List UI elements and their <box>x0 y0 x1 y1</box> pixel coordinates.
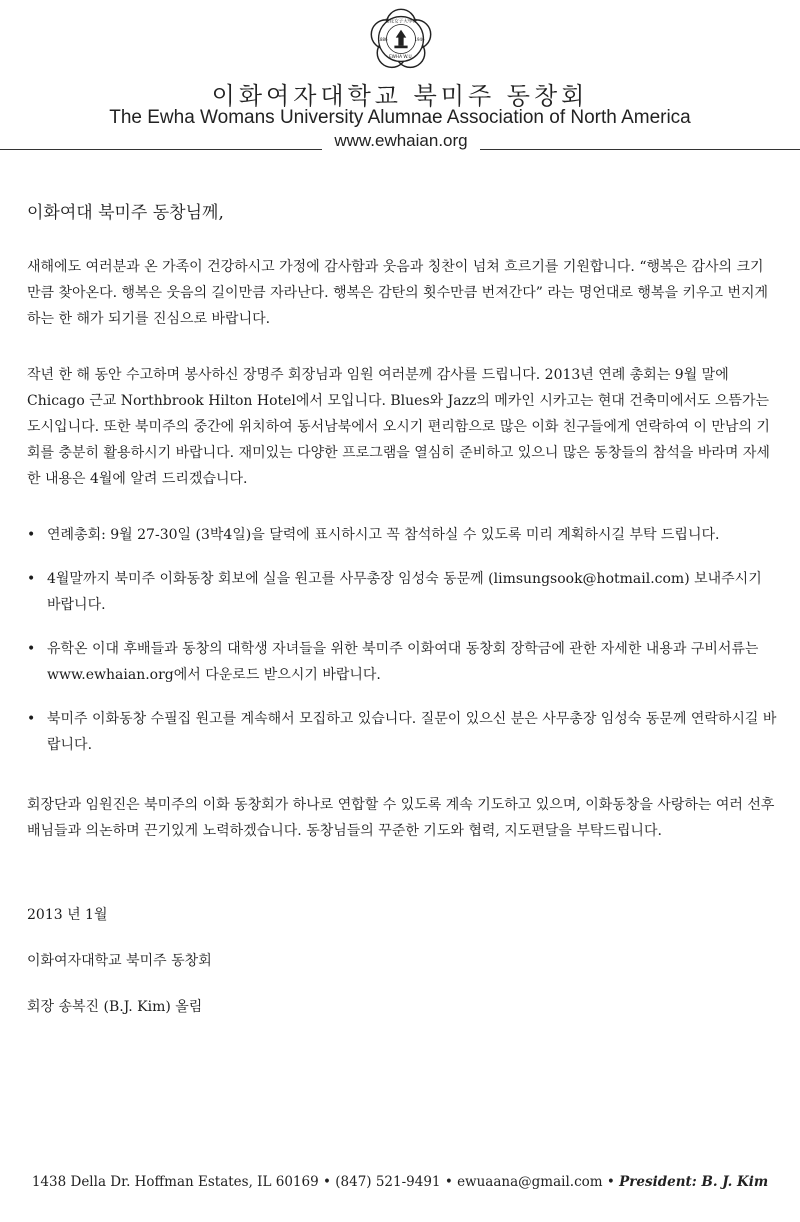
footer-contact-line <box>0 1174 800 1190</box>
seal-text-top: 梨花女子大學校 <box>384 19 418 25</box>
footer-contact: 1438 Della Dr. Hoffman Estates, IL 60169 • (847) 521-9491 • ewuaana@gmail.com • <box>31 1174 615 1190</box>
org-name-korean: 이화여자대학교 북미주 동창회 <box>211 82 589 110</box>
seal-text-bottom: EWHA W.U. <box>388 55 414 61</box>
website-row <box>0 130 800 154</box>
bullet-icon: • <box>27 711 36 727</box>
seal-text-left: 1886 <box>377 36 388 42</box>
list-item <box>27 522 777 548</box>
signature-org: 이화여자대학교 북미주 동창회 <box>27 953 212 969</box>
list-item <box>27 636 777 688</box>
list-item-text: 연례총회: 9월 27-30일 (3박4일)을 달력에 표시하시고 꼭 참석하실 수 있도록 미리 계획하시길 부탁 드립니다. <box>47 527 720 543</box>
letter-body <box>27 200 777 1040</box>
list-item-text: 북미주 이화동창 수필집 원고를 계속해서 모집하고 있습니다. 질문이 있으신 분은 사무총장 임성숙 동문께 연락하시길 바랍니다. <box>47 711 777 753</box>
bullet-icon: • <box>27 571 36 587</box>
list-item-text: 4월말까지 북미주 이화동창 회보에 실을 원고를 사무총장 임성숙 동문께 (limsungsook@hotmail.com) 보내주시기 바랍니다. <box>47 571 762 613</box>
university-seal-logo <box>368 6 434 72</box>
header-rule-right <box>480 149 800 150</box>
announcement-list <box>27 522 777 758</box>
list-item <box>27 566 777 618</box>
signature-name: 회장 송복진 (B.J. Kim) 올림 <box>27 999 203 1015</box>
list-item <box>27 706 777 758</box>
header-rule-left <box>0 149 322 150</box>
bullet-icon: • <box>27 641 36 657</box>
letter-greeting: 이화여대 북미주 동창님께, <box>27 203 224 223</box>
org-name-english: The Ewha Womans University Alumnae Association of North America <box>109 107 691 128</box>
bullet-icon: • <box>27 527 36 543</box>
footer-president: President: B. J. Kim <box>619 1174 769 1190</box>
letter-date: 2013 년 1월 <box>27 907 108 923</box>
list-item-text: 유학온 이대 후배들과 동창의 대학생 자녀들을 위한 북미주 이화여대 동창회 장학금에 관한 자세한 내용과 구비서류는 www.ewhaian.org에서 다운로드 받으시기 바랍니다. <box>47 641 759 683</box>
closing-paragraph: 회장단과 임원진은 북미주의 이화 동창회가 하나로 연합할 수 있도록 계속 기도하고 있으며, 이화동창을 사랑하는 여러 선후배님들과 의논하며 끈기있게 노력하겠습니다. 동창님들의 꾸준한 기도와 협력, 지도편달을 부탁드립니다. <box>27 797 775 839</box>
letter-paragraph: 작년 한 해 동안 수고하며 봉사하신 장명주 회장님과 임원 여러분께 감사를 드립니다. 2013년 연례 총회는 9월 말에 Chicago 근교 Northbrook Hilton Hotel에서 모입니다. Blues와 Jazz의 메카인 시카고는 현대 건축미에서도 으뜸가는 도시입니다. 또한 북미주의 중간에 위치하여 동서남북에서 오시기 편리함으로 많은 이화 친구들에게 연락하여 이 만남의 기회를 충분히 활용하시기 바랍니다. 재미있는 다양한 프로그램을 열심히 준비하고 있으니 많은 동창들의 참석을 바라며 자세한 내용은 4월에 알려 드리겠습니다. <box>27 367 770 487</box>
letter-paragraph: 새해에도 여러분과 온 가족이 건강하시고 가정에 감사함과 웃음과 칭찬이 넘쳐 흐르기를 기원합니다. “행복은 감사의 크기만큼 찾아온다. 행복은 웃음의 길이만큼 자라난다. 행복은 감탄의 횟수만큼 번져간다” 라는 명언대로 행복을 키우고 번지게하는 한 해가 되기를 진심으로 바랍니다. <box>27 259 769 327</box>
website-link[interactable]: www.ewhaian.org <box>334 131 468 150</box>
seal-text-right: 1946 <box>414 36 425 42</box>
